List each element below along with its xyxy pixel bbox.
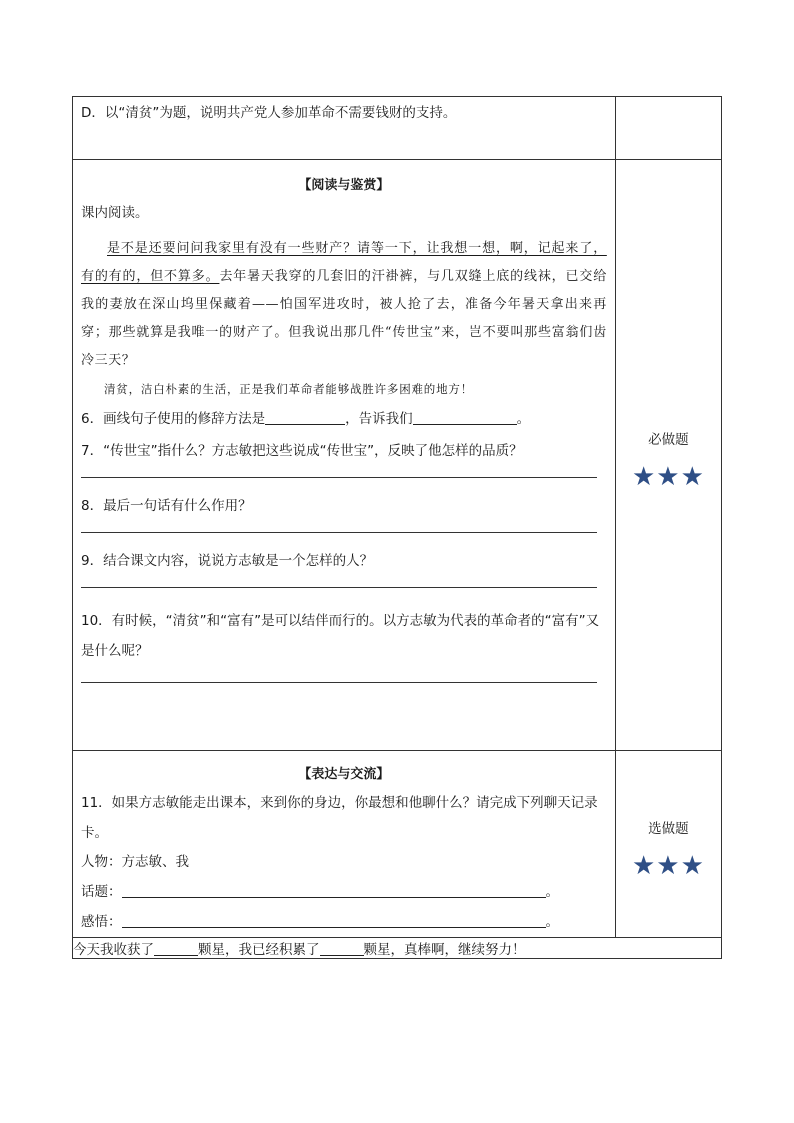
question-8: 8．最后一句话有什么作用？: [81, 498, 252, 514]
question-10: 10．有时候，“清贫”和“富有”是可以结伴而行的。以方志敏为代表的革命者的“富有”又是什么呢？: [81, 613, 600, 659]
star-icon: ★: [680, 462, 705, 492]
question-9: 9．结合课文内容，说说方志敏是一个怎样的人？: [81, 553, 374, 569]
q10-answer-line[interactable]: [81, 676, 597, 683]
q6-text-a: 6．画线句子使用的修辞方法是: [81, 411, 266, 427]
footer-text-2: 颗星，我已经积累了: [198, 942, 320, 958]
passage-summary: 清贫，洁白朴素的生活，正是我们革命者能够战胜许多困难的地方！: [104, 382, 473, 396]
optional-label: 选做题: [648, 821, 689, 837]
question-7: 7．“传世宝”指什么？方志敏把这些说成“传世宝”，反映了他怎样的品质？: [81, 443, 523, 459]
reading-row: [73, 160, 722, 751]
footer-cell: [73, 938, 722, 959]
expression-row: [73, 751, 722, 938]
chat-topic-row: [81, 882, 607, 902]
q6-blank-1[interactable]: [265, 410, 345, 425]
rating-stars-optional: [616, 851, 721, 881]
q6-text-c: 。: [516, 411, 531, 427]
q6-text-b: ，告诉我们: [345, 411, 413, 427]
q8-answer-line[interactable]: [81, 526, 597, 533]
footer-row: [73, 938, 722, 959]
reading-passage: [81, 235, 607, 375]
chat-person: 人物：方志敏、我: [81, 854, 189, 870]
worksheet-table: [72, 96, 722, 959]
expression-side-cell: [615, 751, 721, 938]
footer-text-1: 今天我收获了: [73, 942, 154, 958]
star-icon: ★: [631, 462, 657, 492]
chat-topic-blank[interactable]: [122, 883, 546, 898]
chat-feeling-end: 。: [545, 914, 559, 930]
star-icon: ★: [656, 462, 681, 492]
q9-answer-line[interactable]: [81, 581, 597, 588]
required-label: 必做题: [648, 432, 689, 448]
star-icon: ★: [680, 851, 705, 881]
underlined-sentence: 是不是还要问问我家里有没有一些财产？请等一下，让我想一想，啊，记起来了，有的有的，但不算多。: [81, 241, 607, 284]
passage-rest: 去年暑天我穿的几套旧的汗褂裤，与几双缝上底的线袜，已交给我的妻放在深山坞里保藏着——怕国军进攻时，被人抢了去，准备今年暑天拿出来再穿；那些就算是我唯一的财产了。但我说出那几件“传世宝”来，岂不要叫那些富翁们齿冷三天？: [81, 269, 607, 368]
option-side-cell: [615, 97, 721, 160]
reading-heading: 【阅读与鉴赏】: [298, 178, 390, 193]
q6-blank-2[interactable]: [413, 410, 517, 425]
expression-heading: 【表达与交流】: [298, 767, 390, 782]
rating-stars-required: [616, 462, 721, 492]
question-6: [81, 409, 607, 429]
option-row: [73, 97, 722, 160]
reading-intro: 课内阅读。: [81, 205, 149, 221]
star-icon: ★: [631, 851, 657, 881]
footer-text-3: 颗星，真棒啊，继续努力！: [363, 942, 526, 958]
stars-total-blank[interactable]: [320, 941, 364, 956]
star-icon: ★: [656, 851, 681, 881]
option-d: D．以“清贫”为题，说明共产党人参加革命不需要钱财的支持。: [81, 105, 457, 121]
option-cell: [73, 97, 616, 160]
reading-side-cell: [615, 160, 721, 751]
chat-topic-end: 。: [545, 884, 559, 900]
q7-answer-line[interactable]: [81, 471, 597, 478]
expression-cell: [73, 751, 616, 938]
stars-today-blank[interactable]: [154, 941, 198, 956]
chat-topic-label: 话题：: [81, 884, 122, 900]
chat-feeling-blank[interactable]: [122, 913, 546, 928]
reading-cell: [73, 160, 616, 751]
chat-feeling-label: 感悟：: [81, 914, 122, 930]
question-11: 11．如果方志敏能走出课本，来到你的身边，你最想和他聊什么？请完成下列聊天记录卡。: [81, 795, 598, 841]
chat-feeling-row: [81, 912, 607, 932]
